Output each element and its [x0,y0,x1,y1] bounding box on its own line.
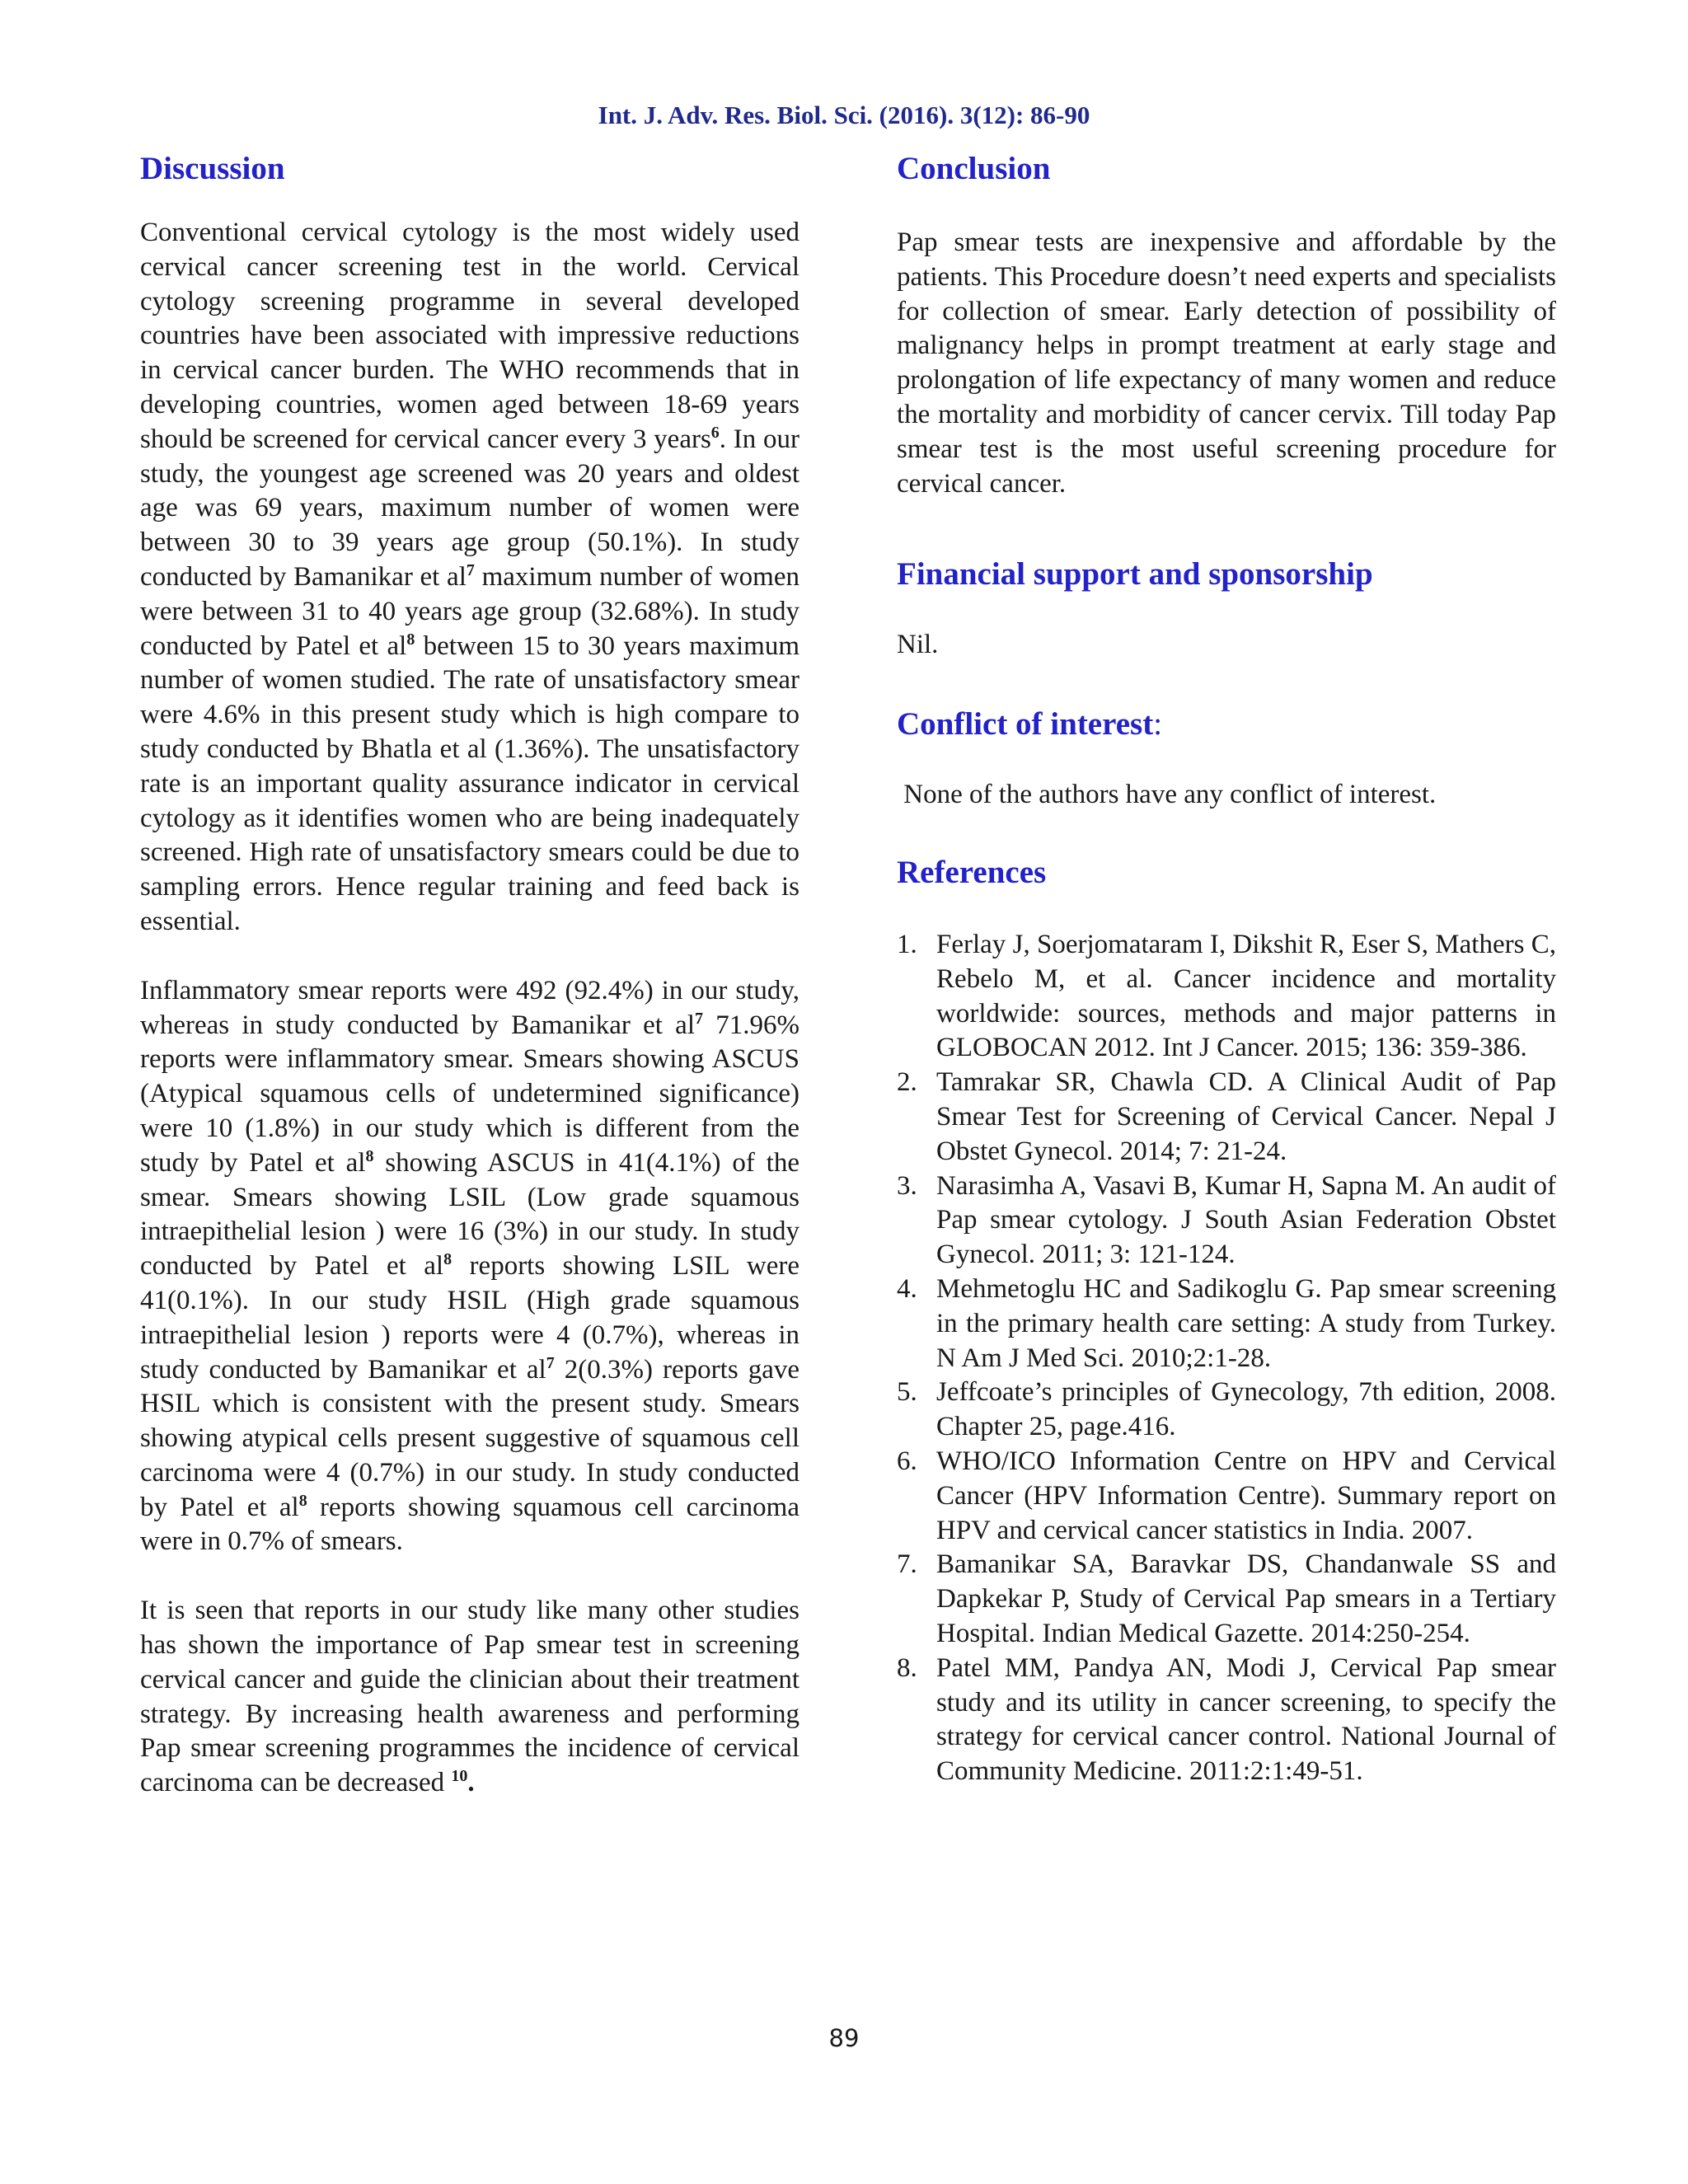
discussion-p1-text-c: maximum number of women were between 31 to 40 years age group (32.68%). In study conducted by Patel et al [140,561,799,661]
discussion-paragraph-3 [140,1594,799,1801]
discussion-p3-end: . [467,1768,475,1798]
discussion-p2-text-a: Inflammatory smear reports were 492 (92.4%) in our study, whereas in study conducted by Bamanikar et al [140,975,799,1040]
reference-text: Narasimha A, Vasavi B, Kumar H, Sapna M. An audit of Pap smear cytology. J South Asian Federation Obstet Gynecol. 2011; 3: 121-124. [936,1170,1556,1270]
reference-item [897,1272,1556,1376]
reference-number: 6. [897,1446,917,1476]
financial-heading: Financial support and sponsorship [897,556,1373,593]
left-column [140,150,799,1801]
reference-number: 3. [897,1170,917,1201]
references-heading: References [897,854,1047,890]
reference-number: 4. [897,1273,917,1304]
discussion-p3-text-a: It is seen that reports in our study like many other studies has shown the importance of Pap smear test in screening cervical cancer and guide the clinician about their treatment strategy. By increasing health awareness and performing Pap smear screening programmes the incidence of cervical carcinoma can be decreased [140,1596,799,1798]
references-list [897,928,1556,1789]
citation-7: 7 [695,1009,703,1028]
reference-item [897,1066,1556,1169]
reference-number: 2. [897,1067,917,1098]
reference-text: WHO/ICO Information Centre on HPV and Cervical Cancer (HPV Information Centre). Summary report on HPV and cervical cancer statistics in India. 2007. [936,1446,1556,1545]
reference-item [897,1652,1556,1789]
reference-text: Tamrakar SR, Chawla CD. A Clinical Audit of Pap Smear Test for Screening of Cervical Cancer. Nepal J Obstet Gynecol. 2014; 7: 21-24. [936,1067,1556,1166]
reference-item [897,1548,1556,1651]
discussion-paragraph-2 [140,974,799,1560]
discussion-p2-text-b: 71.96% reports were inflammatory smear. Smears showing ASCUS (Atypical squamous cells of undetermined significance) were 10 (1.8%) in our study which is different from the study by Patel et al [140,1010,799,1178]
discussion-p2-text-f: reports showing squamous cell carcinoma were in 0.7% of smears. [140,1492,799,1557]
reference-text: Ferlay J, Soerjomataram I, Dikshit R, Eser S, Mathers C, Rebelo M, et al. Cancer incidence and mortality worldwide: sources, methods and major patterns in GLOBOCAN 2012. Int J Cancer. 2015; 136: 359-386. [936,929,1556,1063]
reference-text: Patel MM, Pandya AN, Modi J, Cervical Pap smear study and its utility in cancer screening, to specify the strategy for cervical cancer control. National Journal of Community Medicine. 2011:2:1:49-51. [936,1652,1556,1787]
conflict-text: None of the authors have any conflict of interest. [897,780,1437,810]
reference-number: 1. [897,929,917,959]
reference-item [897,928,1556,1066]
citation-10: 10 [451,1767,468,1786]
discussion-p2-text-e: 2(0.3%) reports gave HSIL which is consistent with the present study. Smears showing atypical cells present suggestive of squamous cell carcinoma were 4 (0.7%) in our study. In study conducted by Patel et al [140,1354,799,1522]
reference-item [897,1169,1556,1272]
reference-text: Jeffcoate’s principles of Gynecology, 7th edition, 2008. Chapter 25, page.416. [936,1377,1556,1442]
discussion-p2-text-d: reports showing LSIL were 41(0.1%). In our study HSIL (High grade squamous intraepithelial lesion ) reports were 4 (0.7%), whereas in study conducted by Bamanikar et al [140,1251,799,1385]
discussion-heading: Discussion [140,151,285,186]
discussion-p2-text-c: showing ASCUS in 41(4.1%) of the smear. Smears showing LSIL (Low grade squamous intraepithelial lesion ) were 16 (3%) in our study. In study conducted by Patel et al [140,1147,799,1282]
reference-item [897,1445,1556,1548]
citation-8: 8 [298,1491,307,1510]
running-head: Int. J. Adv. Res. Biol. Sci. (2016). 3(12): 86-90 [598,101,1090,129]
discussion-paragraph-1 [140,216,799,940]
reference-number: 7. [897,1549,917,1580]
conflict-heading-colon: : [1153,706,1163,743]
discussion-p1-text-a: Conventional cervical cytology is the most widely used cervical cancer screening test in the world. Cervical cytology screening programme in several developed countries have been associated with impressive reductions in cervical cancer burden. The WHO recommends that in developing countries, women aged between 18-69 years should be screened for cervical cancer every 3 years [140,218,799,454]
reference-text: Mehmetoglu HC and Sadikoglu G. Pap smear screening in the primary health care setting: A study from Turkey. N Am J Med Sci. 2010;2:1-28. [936,1273,1556,1373]
page-number: 89 [828,2024,860,2052]
reference-text: Bamanikar SA, Baravkar DS, Chandanwale SS and Dapkekar P, Study of Cervical Pap smears in a Tertiary Hospital. Indian Medical Gazette. 2014:250-254. [936,1549,1556,1648]
citation-7: 7 [546,1353,555,1372]
citation-8: 8 [406,630,415,649]
conclusion-heading: Conclusion [897,151,1051,186]
citation-8: 8 [365,1146,374,1165]
financial-text: Nil. [897,630,939,660]
citation-6: 6 [710,423,720,442]
reference-number: 5. [897,1377,917,1408]
discussion-p1-text-d: between 15 to 30 years maximum number of women studied. The rate of unsatisfactory smear were 4.6% in this present study which is high compare to study conducted by Bhatla et al (1.36%). The unsatisfactory rate is an important quality assurance indicator in cervical cytology as it identifies women who are being inadequately screened. High rate of unsatisfactory smears could be due to sampling errors. Hence regular training and feed back is essential. [140,630,799,936]
citation-7: 7 [466,560,475,579]
conflict-heading [897,705,1556,743]
reference-number: 8. [897,1652,917,1683]
conclusion-text: Pap smear tests are inexpensive and affordable by the patients. This Procedure doesn’t need experts and specialists for collection of smear. Early detection of possibility of malignancy helps in prompt treatment at early stage and prolongation of life expectancy of many women and reduce the mortality and morbidity of cancer cervix. Till today Pap smear test is the most useful screening procedure for cervical cancer. [897,227,1556,499]
discussion-p1-text-b: . In our study, the youngest age screened was 20 years and oldest age was 69 years, maximum number of women were between 30 to 39 years age group (50.1%). In study conducted by Bamanikar et al [140,424,799,592]
right-column [897,150,1556,1789]
citation-8: 8 [443,1250,452,1269]
reference-item [897,1376,1556,1445]
conflict-heading-label: Conflict of interest [897,706,1154,743]
